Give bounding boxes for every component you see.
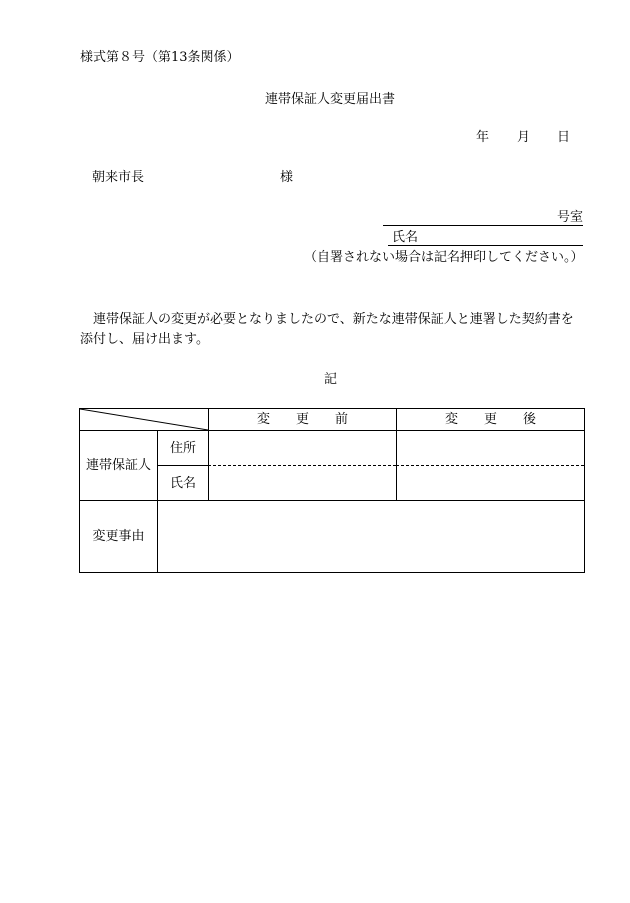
addressee-name: 朝来市長	[92, 170, 145, 185]
reason-row	[79, 500, 584, 572]
name-after-cell	[396, 465, 584, 500]
guarantor-label: 連帯保証人	[79, 430, 157, 500]
body-line-2: 添付し、届け出ます。	[80, 332, 209, 347]
body-line-1: 連帯保証人の変更が必要となりましたので、新たな連帯保証人と連署した契約書を	[93, 312, 574, 327]
reason-cell	[157, 500, 584, 572]
document-title: 連帯保証人変更届出書	[265, 92, 396, 107]
name-underline	[388, 245, 583, 246]
signature-note: （自署されない場合は記名押印してください。）	[304, 250, 584, 265]
address-label: 住所	[157, 430, 208, 465]
form-number: 様式第８号（第13条関係）	[80, 50, 240, 65]
table-header-row	[79, 408, 584, 430]
date-month-label: 月	[517, 130, 531, 145]
diagonal-line	[80, 409, 208, 430]
after-header: 変 更 後	[396, 408, 584, 430]
diagonal-header-cell	[79, 408, 208, 430]
name-before-cell	[208, 465, 396, 500]
reason-label: 変更事由	[79, 500, 157, 572]
before-header: 変 更 前	[208, 408, 396, 430]
change-table	[79, 408, 585, 573]
address-row	[79, 430, 584, 465]
addressee-honorific: 様	[280, 170, 294, 185]
room-underline	[383, 225, 583, 226]
date-day-label: 日	[557, 130, 571, 145]
address-before-cell	[208, 430, 396, 465]
applicant-name-label: 氏名	[392, 230, 419, 245]
address-after-cell	[396, 430, 584, 465]
ki-heading: 記	[324, 372, 338, 387]
date-year-label: 年	[476, 130, 490, 145]
room-label: 号室	[556, 210, 583, 225]
name-label: 氏名	[157, 465, 208, 500]
